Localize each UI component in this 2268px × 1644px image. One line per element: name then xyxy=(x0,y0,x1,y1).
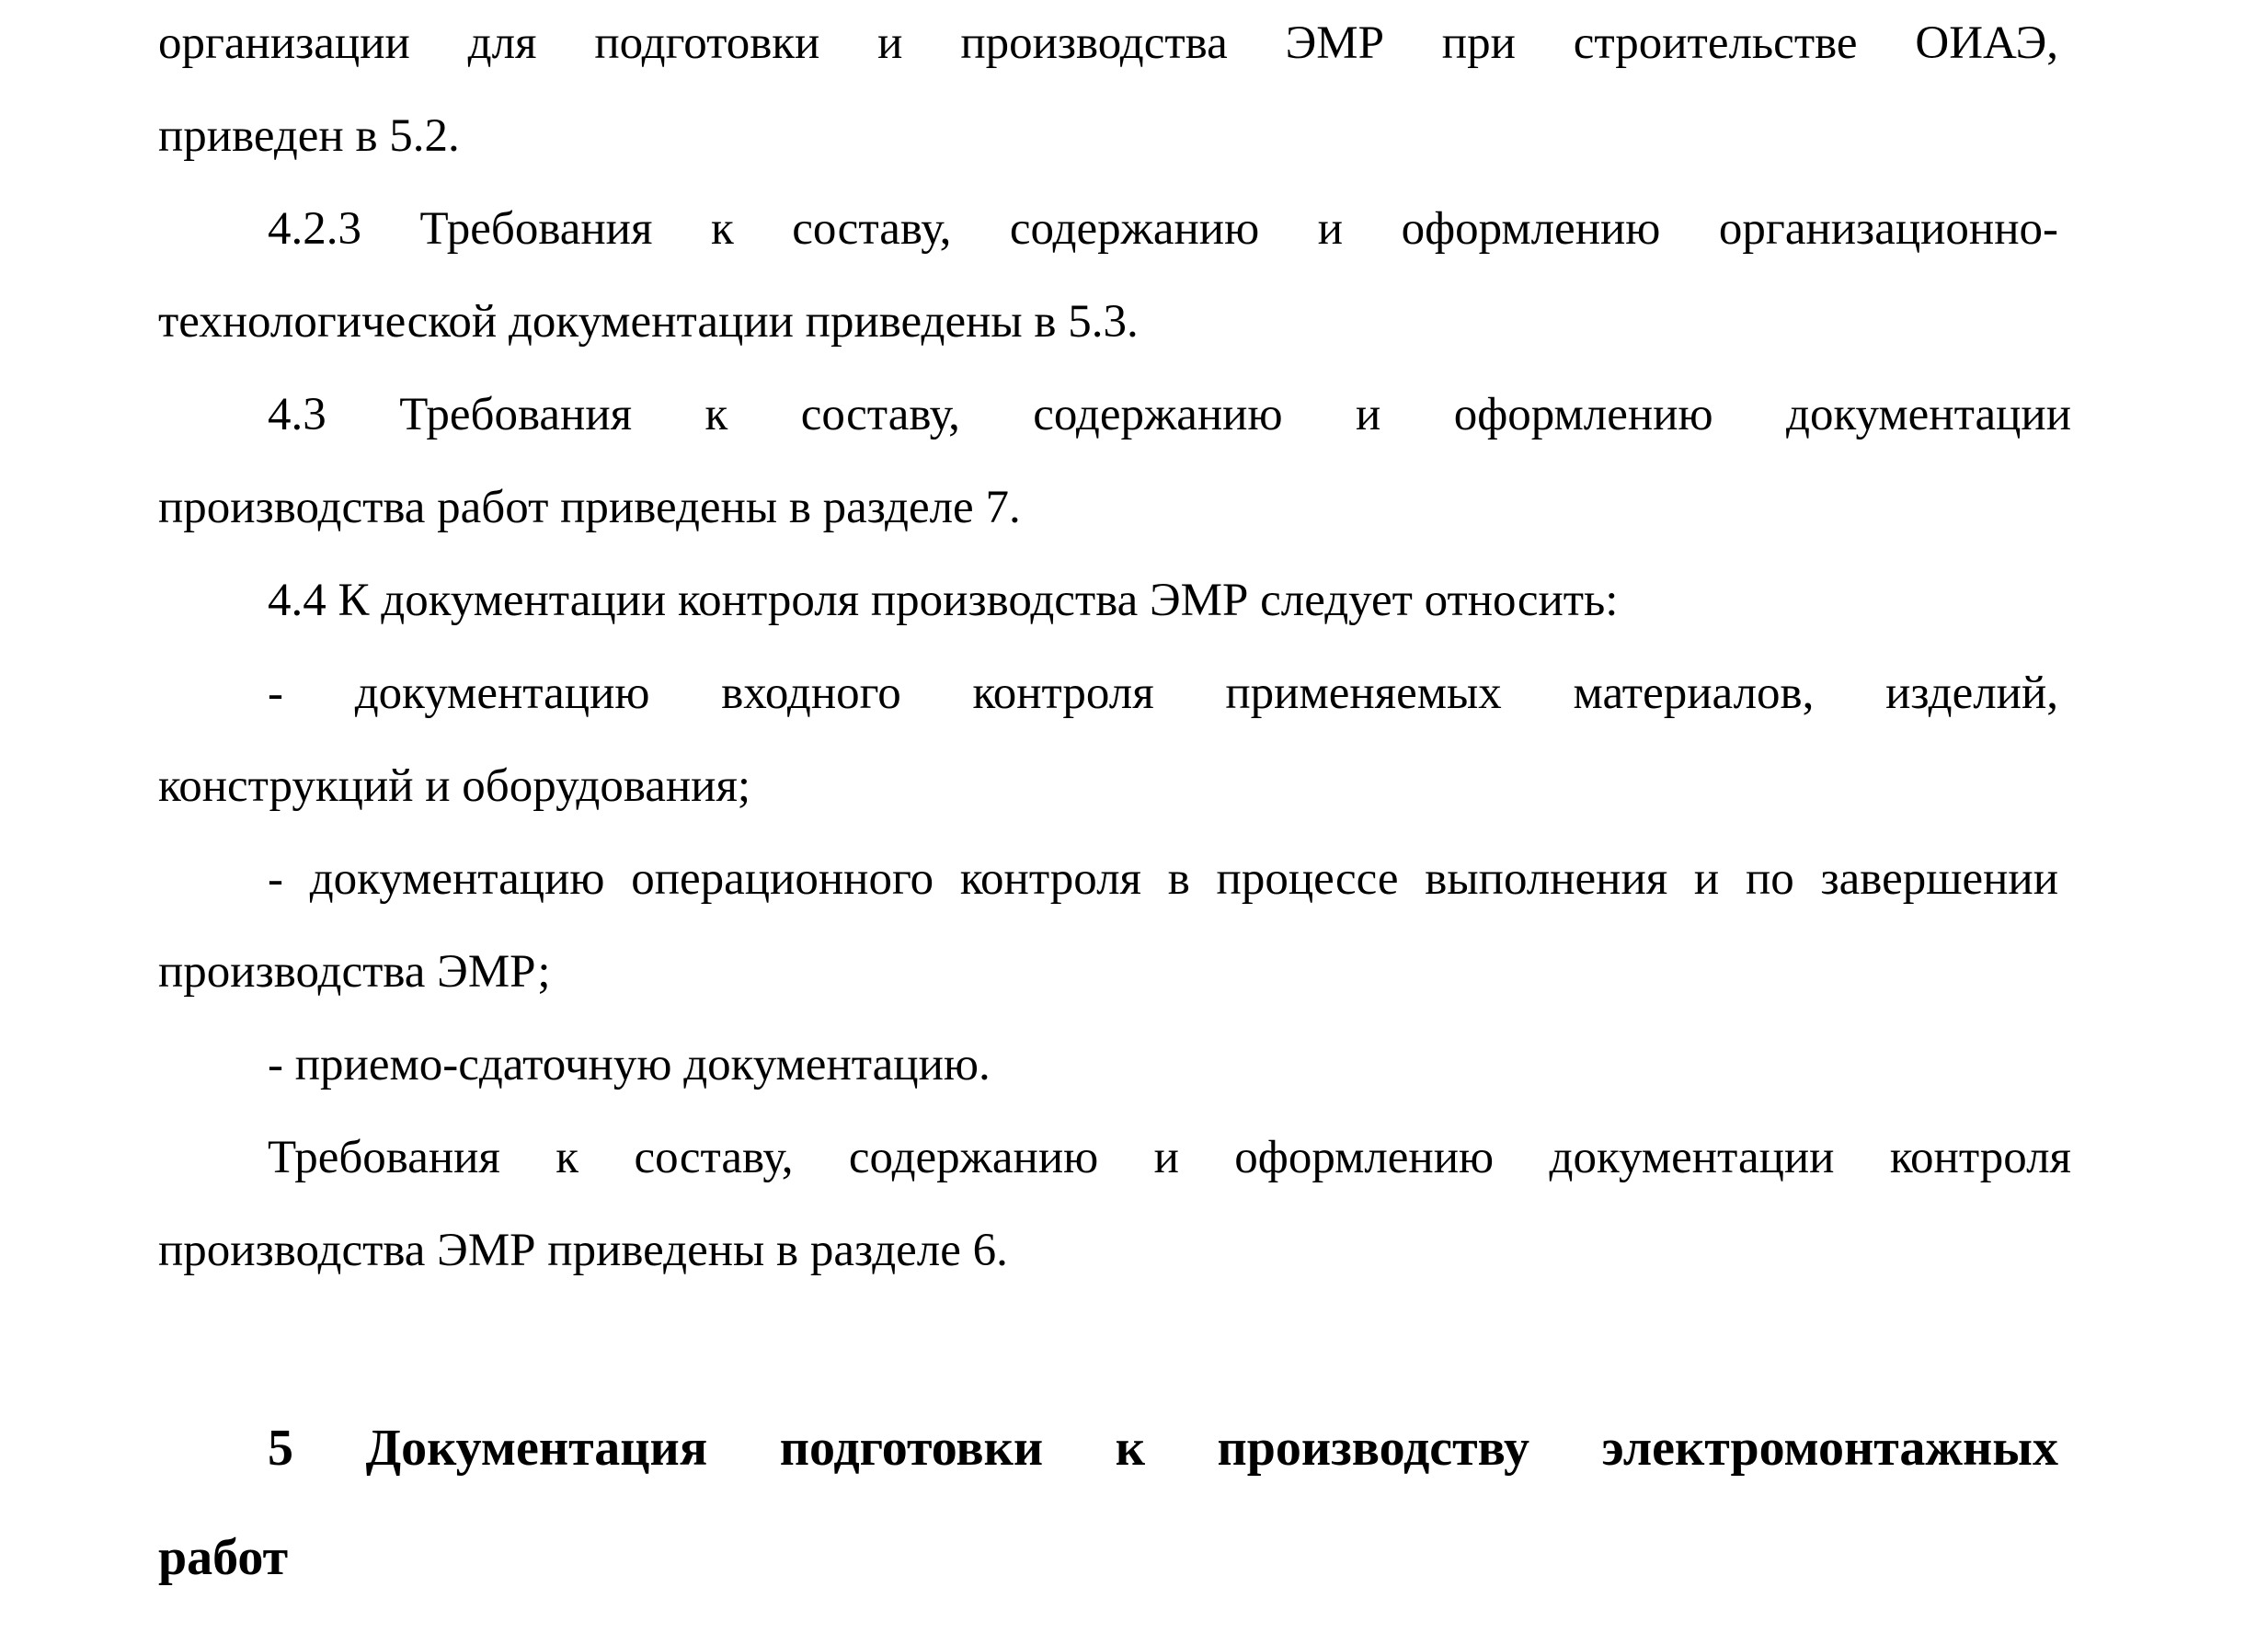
paragraph-line: организации для подготовки и производства ЭМР при строительстве ОИАЭ, xyxy=(158,17,2058,69)
paragraph-line: приведен в 5.2. xyxy=(158,110,460,162)
paragraph-line: 4.2.3 Требования к составу, содержанию и оформлению организационно- xyxy=(268,203,2058,255)
list-item-line: конструкций и оборудования; xyxy=(158,760,751,812)
paragraph-line: производства ЭМР приведены в разделе 6. xyxy=(158,1225,1008,1276)
list-item-line: - документацию операционного контроля в процессе выполнения и по завершении xyxy=(268,853,2058,905)
list-item-line: - приемо-сдаточную документацию. xyxy=(268,1039,991,1090)
paragraph-line: производства работ приведены в разделе 7. xyxy=(158,482,1021,533)
list-item-line: производства ЭМР; xyxy=(158,946,551,998)
paragraph-line: 4.3 Требования к составу, содержанию и оформлению документации xyxy=(268,389,2071,440)
section-heading: 5 Документация подготовки к производству электромонтажных xyxy=(268,1420,2058,1477)
paragraph-line: 4.4 К документации контроля производства ЭМР следует относить: xyxy=(268,575,1619,626)
section-heading-continuation: работ xyxy=(158,1529,289,1586)
paragraph-line: технологической документации приведены в 5.3. xyxy=(158,296,1139,348)
paragraph-line: Требования к составу, содержанию и оформлению документации контроля xyxy=(268,1132,2071,1183)
list-item-line: - документацию входного контроля применяемых материалов, изделий, xyxy=(268,668,2058,719)
